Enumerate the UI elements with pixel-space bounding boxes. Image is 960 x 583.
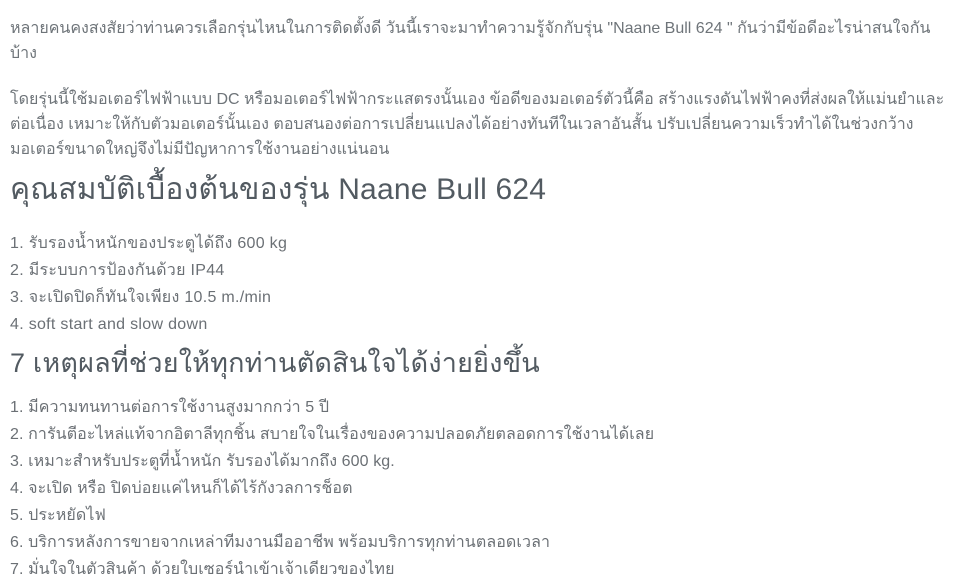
features-section-heading: คุณสมบัติเบื้องต้นของรุ่น Naane Bull 624	[10, 173, 547, 206]
reasons-section-heading: 7 เหตุผลที่ช่วยให้ทุกท่านตัดสินใจได้ง่ายยิ่งขึ้น	[10, 348, 540, 378]
feature-item: 2. มีระบบการป้องกันด้วย IP44	[10, 262, 225, 279]
feature-item: 3. จะเปิดปิดก็ทันใจเพียง 10.5 m./min	[10, 289, 272, 306]
feature-item: 1. รับรองน้ำหนักของประตูได้ถึง 600 kg	[10, 235, 288, 252]
reason-item: 4. จะเปิด หรือ ปิดบ่อยแค่ไหนก็ได้ไร้กังวลการช็อต	[10, 480, 353, 497]
reason-item: 1. มีความทนทานต่อการใช้งานสูงมากกว่า 5 ปี	[10, 399, 330, 416]
features-list	[10, 230, 950, 338]
intro-paragraph: หลายคนคงสงสัยว่าท่านควรเลือกรุ่นไหนในการติดตั้งดี วันนี้เราจะมาทำความรู้จักกับรุ่น "Naane Bull 624 " กันว่ามีข้อดีอะไรน่าสนใจกันบ้าง	[10, 20, 931, 62]
reason-item: 5. ประหยัดไฟ	[10, 507, 106, 524]
reason-item: 2. การันตีอะไหล่แท้จากอิตาลีทุกชิ้น สบายใจในเรื่องของความปลอดภัยตลอดการใช้งานได้เลย	[10, 426, 655, 443]
reason-item: 7. มั่นใจในตัวสินค้า ด้วยใบเซอร์นำเข้าเจ้าเดียวของไทย	[10, 561, 395, 578]
description-paragraph: โดยรุ่นนี้ใช้มอเตอร์ไฟฟ้าแบบ DC หรือมอเตอร์ไฟฟ้ากระแสตรงนั้นเอง ข้อดีของมอเตอร์ตัวนี้คือ สร้างแรงดันไฟฟ้าคงที่ส่งผลให้แม่นยำและต่อเนื่อง เหมาะให้กับตัวมอเตอร์นั้นเอง ตอบสนองต่อการเปลี่ยนแปลงได้อย่างทันทีในเวลาอันสั้น ปรับเปลี่ยนความเร็วทำได้ในช่วงกว้าง มอเตอร์ขนาดใหญ่จึงไม่มีปัญหาการใช้งานอย่างแน่นอน	[10, 91, 945, 158]
feature-item: 4. soft start and slow down	[10, 316, 208, 333]
reason-item: 6. บริการหลังการขายจากเหล่าทีมงานมืออาชีพ พร้อมบริการทุกท่านตลอดเวลา	[10, 534, 551, 551]
reason-item: 3. เหมาะสำหรับประตูที่น้ำหนัก รับรองได้มากถึง 600 kg.	[10, 453, 395, 470]
reasons-list	[10, 394, 950, 583]
